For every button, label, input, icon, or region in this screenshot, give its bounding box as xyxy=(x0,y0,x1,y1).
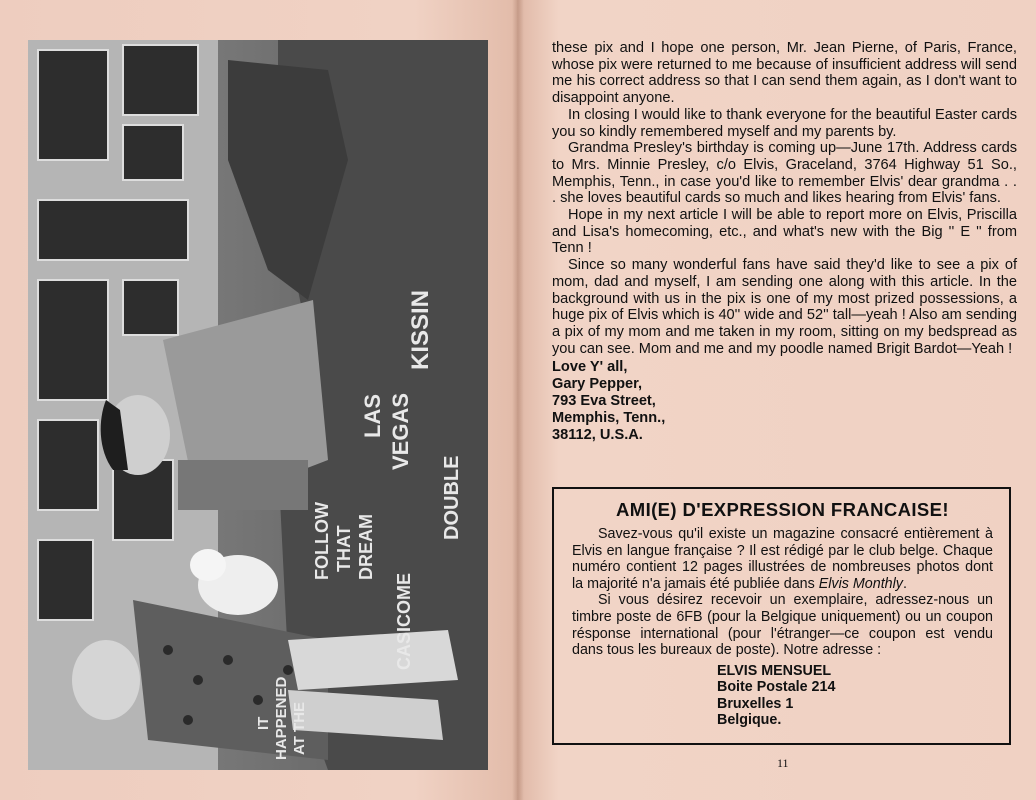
spread-text-happened: HAPPENED xyxy=(273,676,290,760)
box-paragraph-end: . xyxy=(902,575,907,592)
box-address xyxy=(717,663,993,729)
page-gutter xyxy=(512,0,524,800)
spread-text-las: LAS xyxy=(360,394,385,438)
article-paragraph: In closing I would like to thank everyone for the beautiful Easter cards you so kindly remembered myself and my parents by. xyxy=(552,106,1017,140)
box-paragraph xyxy=(572,526,993,592)
french-club-box xyxy=(552,487,1011,745)
photo-image xyxy=(28,40,488,770)
article-paragraph: Since so many wonderful fans have said they'd like to see a pix of mom, dad and myself, I am sending one along with this article. In the background with us in the pix is one of my most prized possessions, a huge pix of Elvis which is 40'' wide and 52'' tall—yeah ! Also am sending a pix of my mom and me taken in my room, sitting on my bedspread as you can see. Mom and me and my poodle named Brigit Bardot—Yeah ! xyxy=(552,257,1017,357)
signature-line: 793 Eva Street, xyxy=(552,393,656,410)
signature-line: Love Y' all, xyxy=(552,359,628,376)
spread-text-it: IT xyxy=(255,716,272,730)
signature-line: 38112, U.S.A. xyxy=(552,427,643,444)
spread-text-at-the: AT THE xyxy=(291,701,308,755)
spread-text-vegas: VEGAS xyxy=(388,392,413,470)
article-paragraph: Grandma Presley's birthday is coming up—June 17th. Address cards to Mrs. Minnie Presley, c/o Elvis, Graceland, 3764 Highway 51 So., Memphis, Tenn., in case you'd like to remember Elvis' dear grandma . . . she loves beautiful cards so much and likes hearing from Elvis' fans. xyxy=(552,140,1017,207)
address-line: Boite Postale 214 xyxy=(717,679,836,696)
box-magazine-name: Elvis Monthly xyxy=(818,575,903,592)
page-number: 11 xyxy=(777,756,789,770)
spread-text-follow: FOLLOW xyxy=(312,502,332,580)
spread-text-that: THAT xyxy=(334,525,354,572)
address-line: ELVIS MENSUEL xyxy=(717,662,832,679)
article-paragraph: Hope in my next article I will be able to report more on Elvis, Priscilla and Lisa's homecoming, etc., and what's new with the Big '' E '' from Tenn ! xyxy=(552,207,1017,257)
address-line: Bruxelles 1 xyxy=(717,695,794,712)
signature-line: Memphis, Tenn., xyxy=(552,410,666,427)
address-line: Belgique. xyxy=(717,711,782,728)
box-paragraph-text: Savez-vous qu'il existe un magazine consacré entièrement à Elvis en langue française ? Il est rédigé par le club belge. Chaque numéro contient 12 pages illustrées de nombreuses photos dont la majorité n'a jamais été publiée dans xyxy=(572,526,993,592)
spread-text-dream: DREAM xyxy=(356,514,376,580)
article-paragraph: these pix and I hope one person, Mr. Jean Pierne, of Paris, France, whose pix were returned to me because of insufficient address will send me his correct address so that I can send them again, as I don't want to disappoint anyone. xyxy=(552,40,1017,107)
left-page xyxy=(0,0,517,800)
box-paragraph: Si vous désirez recevoir un exemplaire, adressez-nous un timbre poste de 6FB (pour la Belgique uniquement) ou un coupon résponse international (pour l'étranger—ce coupon est vendu dans tous les bureaux de poste). Notre adresse : xyxy=(572,592,993,659)
article-body xyxy=(552,40,1017,444)
spread-text-casicome: CASICOME xyxy=(394,572,414,670)
signature-line: Gary Pepper, xyxy=(552,376,643,393)
photo xyxy=(28,40,488,770)
signature-block xyxy=(552,359,1017,444)
box-title: AMI(E) D'EXPRESSION FRANCAISE! xyxy=(616,499,949,520)
spread-text-kissin: KISSIN xyxy=(407,289,434,370)
spread-text-double: DOUBLE xyxy=(441,455,463,540)
